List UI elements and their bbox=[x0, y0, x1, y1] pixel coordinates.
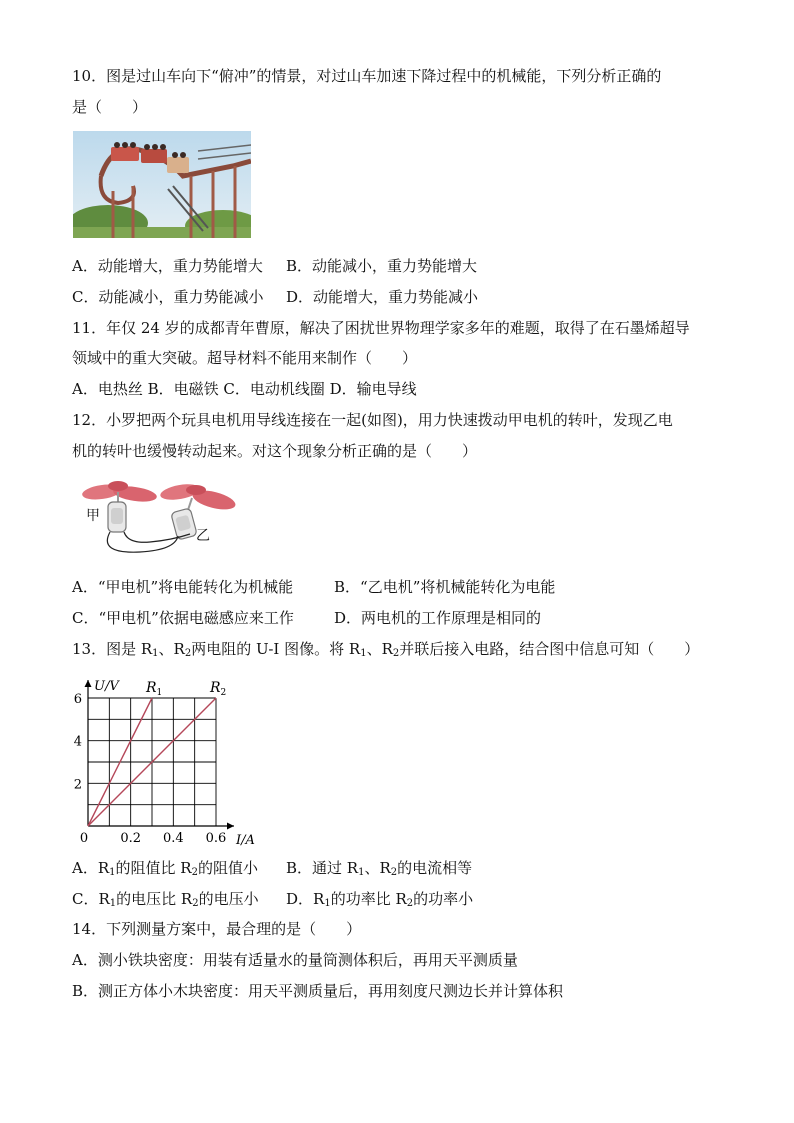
x-tick-label: 0 bbox=[79, 831, 89, 846]
q11-stem-line1: 11．年仅 24 岁的成都青年曹原，解决了困扰世界物理学家多年的难题，取得了在石墨烯超导 bbox=[72, 319, 690, 337]
q10-option-d[interactable]: D．动能增大，重力势能减小 bbox=[286, 288, 479, 306]
q13-option-c[interactable]: C．$R_1$的电压比 $R_2$的电压小 bbox=[72, 890, 259, 909]
q11-stem-line2: 领域中的重大突破。超导材料不能用来制作（ ） bbox=[72, 349, 418, 367]
motors-figure bbox=[80, 478, 236, 558]
q13-option-d[interactable]: D．$R_1$的功率比 $R_2$的功率小 bbox=[286, 890, 474, 909]
q10-stem-line1: 10．图是过山车向下“俯冲”的情景，对过山车加速下降过程中的机械能，下列分析正确的 bbox=[72, 67, 662, 85]
q13-stem: 13．图是 $R_1$、$R_2$两电阻的 U-I 图像。将 $R_1$、$R_2$并联后接入电路，结合图中信息可知（ ） bbox=[72, 640, 700, 659]
y-axis-label: U/V bbox=[94, 679, 119, 694]
q10-option-b[interactable]: B．动能减小，重力势能增大 bbox=[286, 257, 478, 275]
series-label-subscript: 1 bbox=[156, 688, 163, 698]
series-label-r1: $R_1$ bbox=[146, 680, 163, 698]
y-tick-label: 6 bbox=[73, 692, 82, 707]
series-label-subscript: 2 bbox=[220, 688, 227, 698]
q12-option-b[interactable]: B．“乙电机”将机械能转化为电能 bbox=[334, 578, 556, 596]
y-tick-label: 4 bbox=[73, 734, 82, 750]
q14-option-a[interactable]: A．测小铁块密度：用装有适量水的量筒测体积后，再用天平测质量 bbox=[72, 951, 518, 969]
roller-coaster-illustration bbox=[73, 131, 251, 238]
q14-option-b[interactable]: B．测正方体小木块密度：用天平测质量后，再用刻度尺测边长并计算体积 bbox=[72, 982, 564, 1000]
y-tick-label: 2 bbox=[73, 777, 82, 793]
x-tick-label: 0.4 bbox=[162, 831, 184, 846]
x-tick-label: 0.2 bbox=[120, 831, 142, 846]
x-tick-label: 0.6 bbox=[205, 831, 227, 846]
q13-option-b[interactable]: B．通过 $R_1$、$R_2$的电流相等 bbox=[286, 859, 473, 878]
q12-stem-line2: 机的转叶也缓慢转动起来。对这个现象分析正确的是（ ） bbox=[72, 442, 478, 460]
roller-coaster-photo bbox=[73, 131, 251, 238]
motors-illustration bbox=[80, 478, 236, 558]
q12-option-a[interactable]: A．“甲电机”将电能转化为机械能 bbox=[72, 578, 294, 596]
q13-option-a[interactable]: A．$R_1$的阻值比 $R_2$的阻值小 bbox=[72, 859, 258, 878]
series-label-r2: $R_2$ bbox=[210, 680, 227, 698]
q12-option-d[interactable]: D．两电机的工作原理是相同的 bbox=[334, 609, 542, 627]
q11-options[interactable]: A．电热丝 B．电磁铁 C．电动机线圈 D．输电导线 bbox=[72, 380, 417, 398]
ui-chart-svg bbox=[70, 668, 270, 848]
label-yi: 乙 bbox=[196, 528, 210, 544]
q10-stem-line2: 是（ ） bbox=[72, 98, 148, 116]
q10-option-c[interactable]: C．动能减小，重力势能减小 bbox=[72, 288, 264, 306]
q12-option-c[interactable]: C．“甲电机”依据电磁感应来工作 bbox=[72, 609, 294, 627]
x-axis-label: I/A bbox=[236, 833, 255, 848]
q14-stem: 14．下列测量方案中，最合理的是（ ） bbox=[72, 920, 362, 938]
ui-chart bbox=[70, 668, 270, 848]
label-jia: 甲 bbox=[86, 508, 100, 524]
q10-option-a[interactable]: A．动能增大，重力势能增大 bbox=[72, 257, 263, 275]
q12-stem-line1: 12．小罗把两个玩具电机用导线连接在一起(如图)，用力快速拨动甲电机的转叶，发现乙电 bbox=[72, 411, 673, 429]
